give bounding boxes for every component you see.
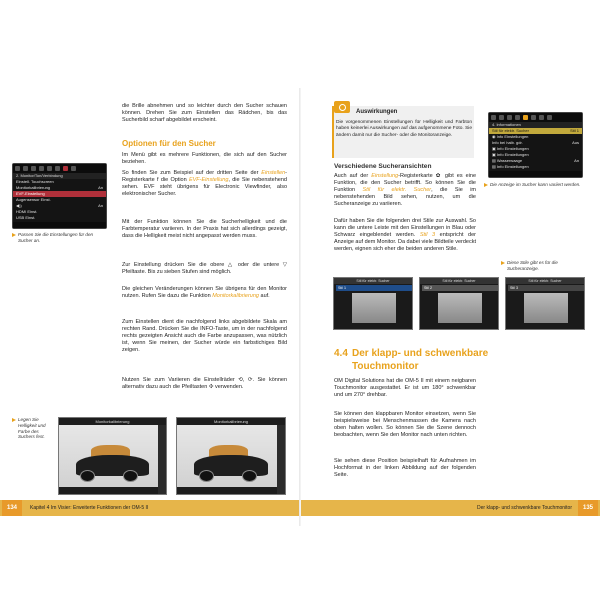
book-gutter <box>299 88 301 526</box>
left-section-heading: Optionen für den Sucher <box>122 139 216 148</box>
right-heading-views: Verschiedene Sucheransichten <box>334 163 432 170</box>
style-label: Stil für elektr. Sucher <box>334 278 412 284</box>
caption-menu-left: Passen Sie die Einstellungen für den Sucher an. <box>18 232 94 243</box>
calibration-scale <box>158 425 166 494</box>
sample-photo <box>524 293 568 323</box>
camera-menu-item: HDMI Einst. <box>16 209 38 214</box>
caption-marker-icon <box>484 183 488 187</box>
camera-menu-item: ◀)) An <box>16 203 103 208</box>
style-label: Stil für elektr. Sucher <box>506 278 584 284</box>
sample-photo <box>352 293 396 323</box>
caption-photos-left: Legen Sie Helligkeit und Farbe des Suchers fest. <box>18 417 46 440</box>
style-label: Stil für elektr. Sucher <box>420 278 498 284</box>
left-paragraph: Die gleichen Veränderungen können Sie übrigens für den Monitor nutzen. Rufen Sie dazu die Funktion Monitorkalibrierung auf. <box>122 286 287 300</box>
right-page-number: 135 <box>578 500 598 516</box>
info-menu-screenshot <box>488 112 583 178</box>
left-paragraph: Mit der Funktion können Sie die Sucherhelligkeit und die Farbtemperatur variieren. In der Praxis hat sich allerdings gezeigt, dass die Helligkeit meist nicht angepasst werden muss. <box>122 219 287 240</box>
section-title-line2: Touchmonitor <box>352 361 419 372</box>
info-menu-footer <box>489 171 582 177</box>
info-box-text: Die vorgenommenen Einstellungen für Helligkeit und Farbton haben keinerlei Auswirkungen auf das aufgenommene Foto. Sie ändern damit nur die Sucher- oder die Monitoranzeige. <box>336 120 472 138</box>
car-wheel <box>242 470 257 482</box>
caption-marker-icon <box>12 418 16 422</box>
calibration-footer <box>59 487 158 494</box>
right-running-title: Der klapp- und schwenkbare Touchmonitor <box>477 505 572 511</box>
camera-menu-item: Einstell. Touchscreen <box>16 179 54 184</box>
camera-menu-tabs <box>13 164 106 173</box>
left-running-title: Kapitel 4 Im Visier: Erweiterte Funktionen der OM-5 II <box>30 505 149 511</box>
car-wheel <box>123 470 138 482</box>
camera-menu-title: 2. Monitor/Ton/Verbindung <box>13 173 106 179</box>
right-paragraph: Auch auf der Einstellung-Registerkarte ✿ gibt es eine Funktion, die den Sucher betrifft. So können Sie die Funktion Stil für elektr. Sucher, die Sie im nebenstehenden Bild sehen, nutzen, um die Sucheranzeige zu variieren. <box>334 173 477 208</box>
right-paragraph: Sie können den klappbaren Monitor einsetzen, wenn Sie beispielsweise bei Menschenmassen die Kamera nach oben halten wollen. So können Sie die Szene dennoch beobachten, wenn Sie den Monitor nach unten richten. <box>334 411 476 439</box>
info-menu-item-selected: Stil für elektr. Sucher Stil 1 <box>489 128 582 134</box>
calibration-screenshot-right <box>176 417 286 495</box>
info-menu-title: 4. Informationen <box>489 122 582 128</box>
caption-menu-right: Die Anzeige im Sucher kann variiert werden. <box>490 182 581 187</box>
camera-menu-item: USB Einst. <box>16 215 36 220</box>
caption-marker-icon <box>501 261 505 265</box>
info-menu-item: ▤ Wasserwaage An <box>492 158 579 163</box>
left-page-number: 134 <box>2 500 22 516</box>
info-box-title: Auswirkungen <box>356 109 398 115</box>
info-menu-item: Info bei halb. gdr. Aus <box>492 140 579 145</box>
left-paragraph: Zum Einstellen dient die nachfolgend links abgebildete Skala am rechten Rand. Drücken Sie die INFO-Taste, um in der nachfolgend rechts gezeigten Ansicht auch die Farbe anzupassen, was nützlich ist, wenn Sie meinen, der Sucher würde ein farbstichiges Bild zeigen. <box>122 319 287 354</box>
info-menu-item: ▣ Info Einstellungen <box>492 146 529 151</box>
right-paragraph: Dafür haben Sie die folgenden drei Stile zur Auswahl. So kann die untere Leiste mit den Einstellungen in Blau oder Schwarz eingeblendet werden. Stil 3 entspricht der Anzeige auf dem Monitor. Da dabei viele Bildteile verdeckt werden, eignen sich eher die beiden anderen Stile. <box>334 218 476 253</box>
sample-photo <box>438 293 482 323</box>
left-intro-paragraph: die Brille abnehmen und so leichter durch den Sucher schauen können. Drehen Sie zum Einstellen das Rädchen, bis das Sucherbild scharf abgebildet erscheint. <box>122 103 287 124</box>
left-paragraph: Nutzen Sie zum Variieren die Einstellräder ⟲, ⟳. Sie können alternativ dazu auch die Pfeiltasten ✣ verwenden. <box>122 377 287 391</box>
left-paragraph: Zur Einstellung drücken Sie die obere △ oder die untere ▽ Pfeiltaste. Bis zu sieben Stufen sind möglich. <box>122 262 287 276</box>
camera-menu-footer <box>13 222 106 228</box>
camera-menu-item: Augensensor Einst. <box>16 197 51 202</box>
camera-icon <box>334 101 350 113</box>
right-paragraph: Sie sehen diese Position beispielhaft für Aufnahmen im Hochformat in der linken Abbildung auf der folgenden Seite. <box>334 458 476 479</box>
caption-styles: Diese Stile gibt es für die Sucheranzeige. <box>507 260 558 271</box>
calibration-title: Monitorkalibrierung <box>177 418 285 425</box>
section-number: 4.4 <box>334 348 348 359</box>
left-paragraph: Im Menü gibt es mehrere Funktionen, die sich auf den Sucher beziehen. <box>122 152 287 166</box>
style-value: Stil 1 <box>336 285 412 291</box>
calibration-title: Monitorkalibrierung <box>59 418 166 425</box>
style-value: Stil 3 <box>508 285 584 291</box>
info-menu-item: ▤ Info Einstellungen <box>492 164 529 169</box>
info-menu-tabs <box>489 113 582 122</box>
calibration-footer <box>177 487 277 494</box>
right-footer <box>301 500 600 516</box>
right-paragraph: OM Digital Solutions hat die OM-5 II mit einem neigbaren Touchmonitor ausgestattet. Er ist um 180° schwenkbar und um 270° drehbar. <box>334 378 476 399</box>
camera-menu-item-selected: EVF-Einstellung <box>13 191 106 197</box>
info-menu-item: ◉ Info Einstellungen <box>492 134 529 139</box>
viewfinder-style-2 <box>419 277 499 330</box>
calibration-screenshot-left <box>58 417 167 495</box>
section-title-line1: Der klapp- und schwenkbare <box>352 348 489 359</box>
left-paragraph: So finden Sie zum Beispiel auf der dritten Seite der Einstellen-Registerkarte f die Option EVF-Einstellung, die Sie nebenstehend sehen. EVF steht übrigens für Electronic Viewfinder, also elektronischer Sucher. <box>122 170 287 198</box>
car-wheel <box>80 470 95 482</box>
camera-menu-screenshot <box>12 163 107 229</box>
camera-menu-item: Monitorkalibrierung An <box>16 185 103 190</box>
car-wheel <box>199 470 214 482</box>
calibration-scale <box>277 425 285 494</box>
viewfinder-style-3 <box>505 277 585 330</box>
style-value: Stil 2 <box>422 285 498 291</box>
left-footer <box>0 500 299 516</box>
viewfinder-style-1 <box>333 277 413 330</box>
info-menu-item: ▣ Info Einstellungen <box>492 152 529 157</box>
caption-marker-icon <box>12 233 16 237</box>
